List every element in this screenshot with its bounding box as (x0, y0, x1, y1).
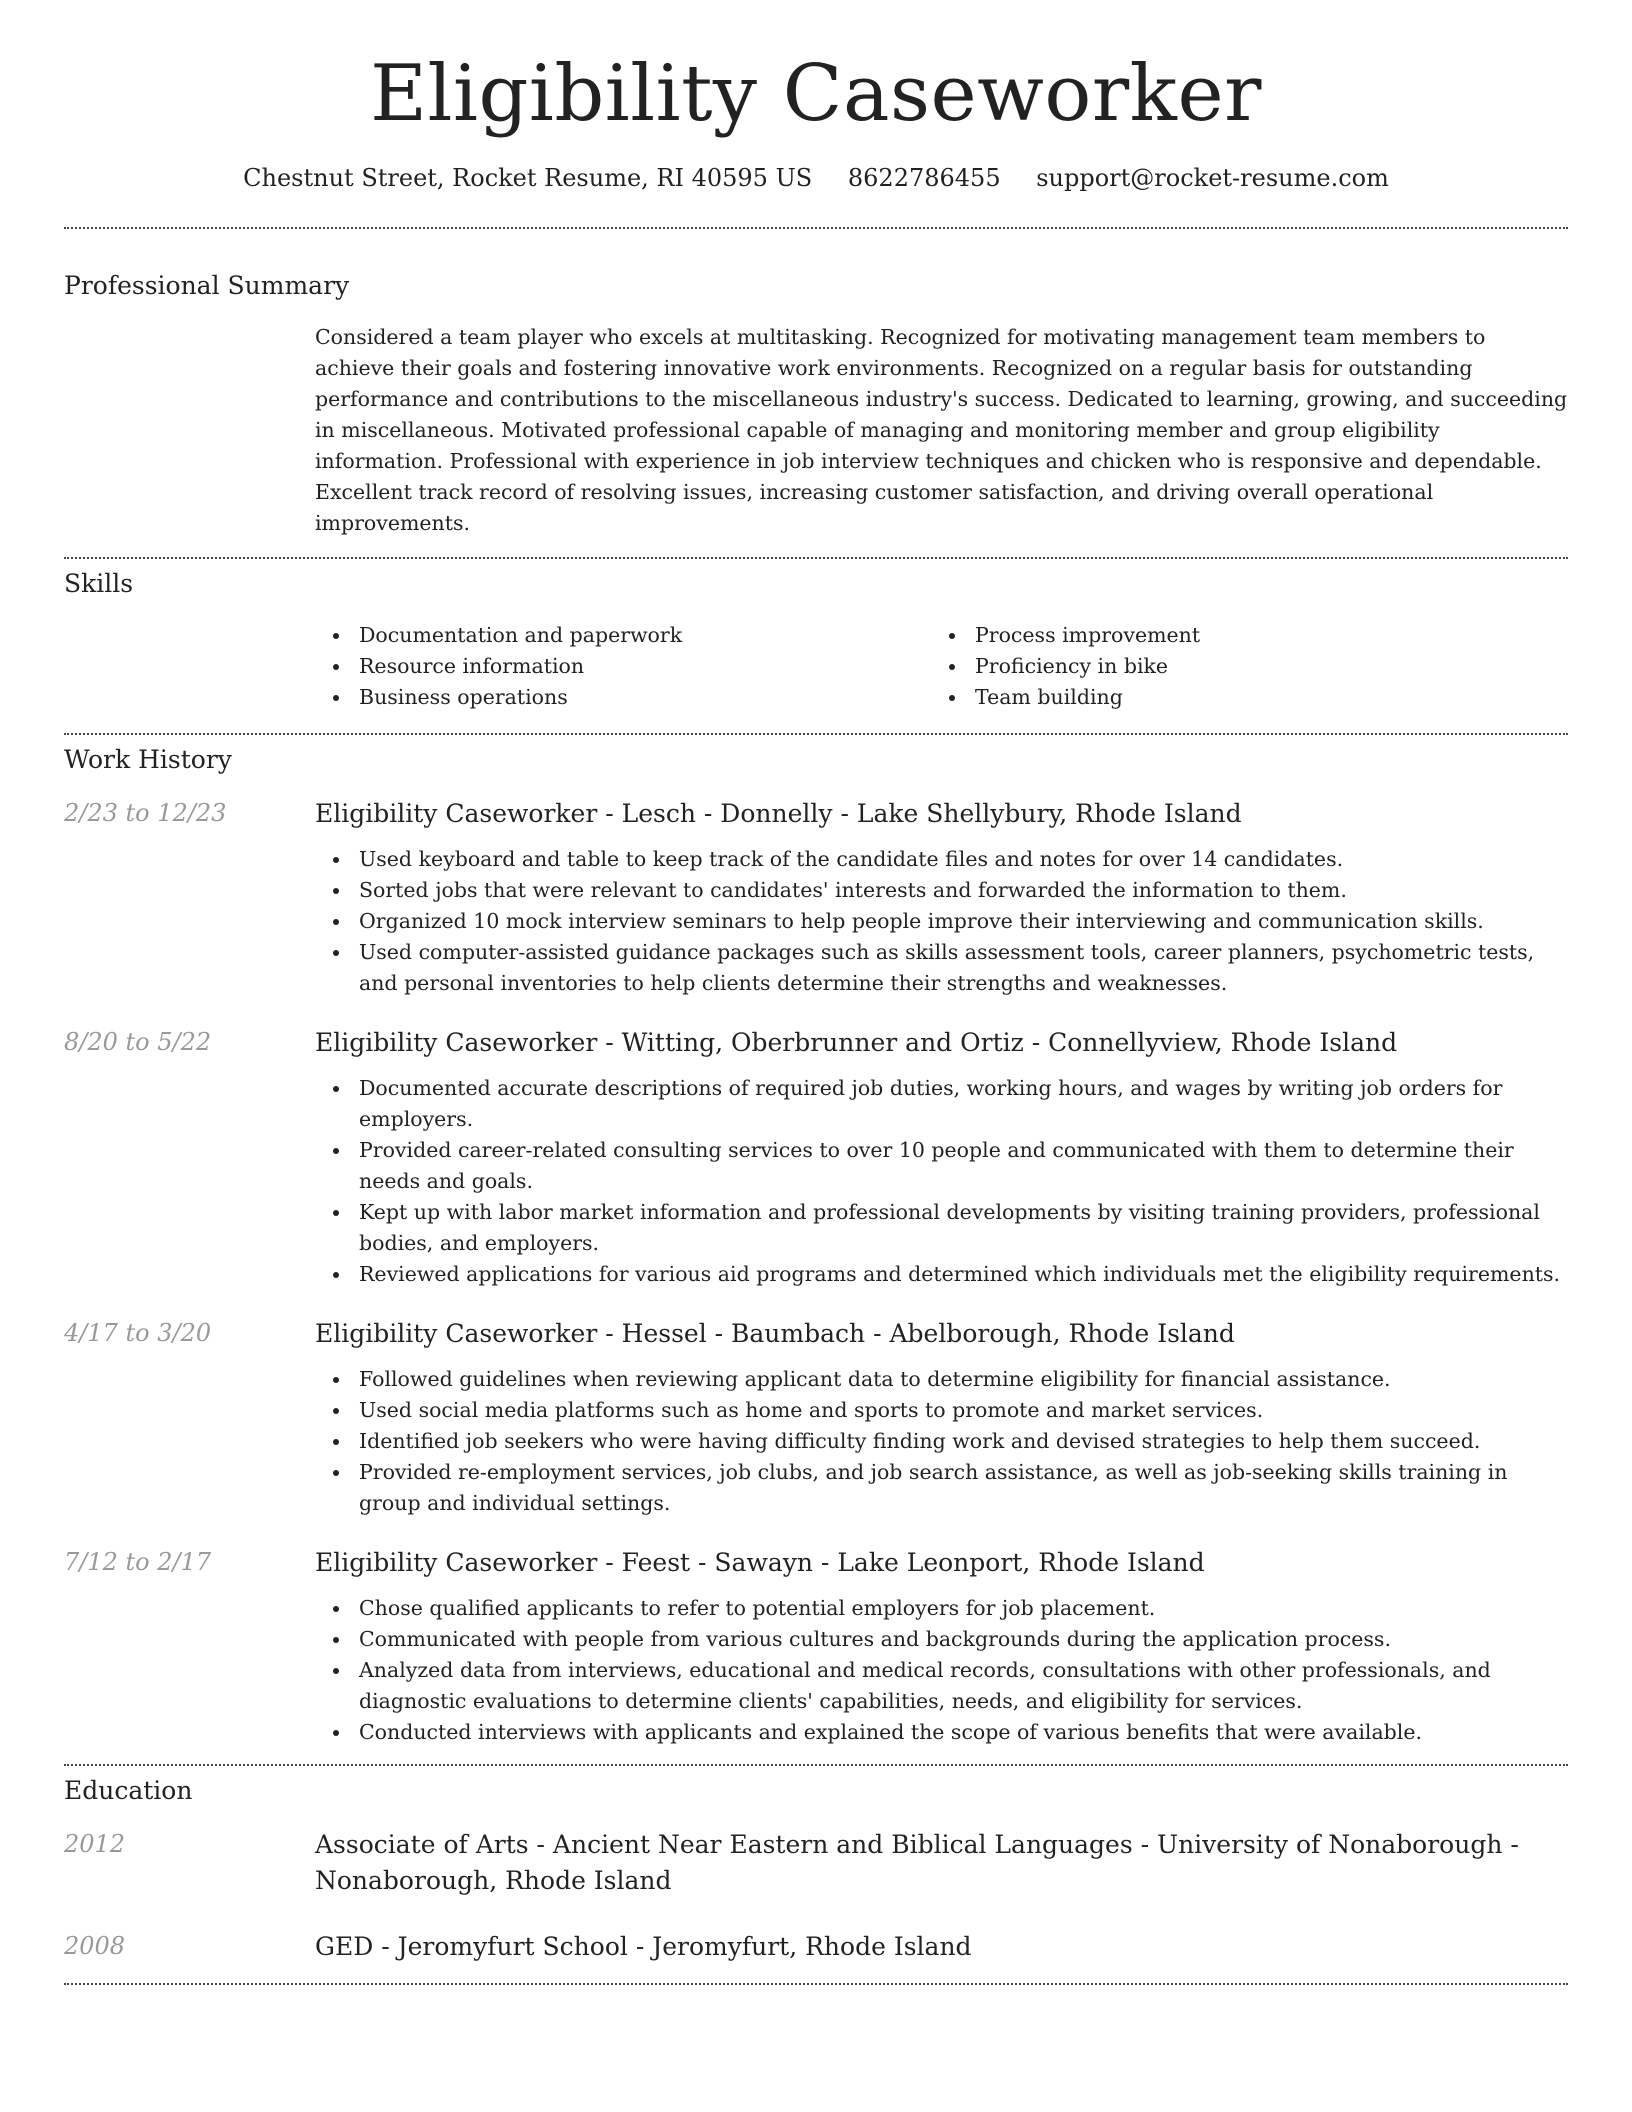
job-bullet: Chose qualified applicants to refer to potential employers for job placement. (315, 1593, 1568, 1624)
contact-line (64, 164, 1568, 192)
job-title: Eligibility Caseworker - Witting, Oberbrunner and Ortiz - Connellyview, Rhode Island (315, 1027, 1398, 1057)
job-bullet: Identified job seekers who were having difficulty finding work and devised strategies to help them succeed. (315, 1426, 1568, 1457)
skills-section (64, 559, 1568, 713)
job-title: Eligibility Caseworker - Lesch - Donnelly - Lake Shellybury, Rhode Island (315, 798, 1242, 828)
divider (64, 1983, 1568, 1985)
section-title-summary: Professional Summary (64, 270, 350, 300)
job-date: 7/12 to 2/17 (64, 1547, 212, 1576)
education-date: 2012 (64, 1829, 126, 1858)
job-bullets (315, 1364, 1568, 1519)
job-bullets (315, 844, 1568, 999)
work-section (64, 735, 1568, 1748)
job-bullets (315, 1073, 1568, 1290)
job-title: Eligibility Caseworker - Feest - Sawayn - Lake Leonport, Rhode Island (315, 1547, 1205, 1577)
job-bullet: Organized 10 mock interview seminars to help people improve their interviewing and communication skills. (315, 906, 1568, 937)
candidate-name: Eligibility Caseworker (370, 49, 1262, 139)
job-bullet: Kept up with labor market information and professional developments by visiting training providers, professional bodies, and employers. (315, 1197, 1568, 1259)
summary-text: Considered a team player who excels at multitasking. Recognized for motivating management team members to achieve their goals and fostering innovative work environments. Recognized on a regular basis for outstanding performance and contributions to the miscellaneous industry's success. Dedicated to learning, growing, and succeeding in miscellaneous. Motivated professional capable of managing and monitoring member and group eligibility information. Professional with experience in job interview techniques and chicken who is responsive and dependable. Excellent track record of resolving issues, increasing customer satisfaction, and driving overall operational improvements. (315, 324, 1568, 535)
job-bullet: Used keyboard and table to keep track of the candidate files and notes for over 14 candidates. (315, 844, 1568, 875)
summary-content (315, 322, 1568, 539)
job-entry (64, 1545, 1568, 1748)
section-title-education: Education (64, 1775, 193, 1805)
job-bullet: Used computer-assisted guidance packages such as skills assessment tools, career planners, psychometric tests, and personal inventories to help clients determine their strengths and weaknesses. (315, 937, 1568, 999)
contact-email: support@rocket-resume.com (1036, 163, 1389, 192)
job-bullet: Sorted jobs that were relevant to candidates' interests and forwarded the information to them. (315, 875, 1568, 906)
section-title-work: Work History (64, 744, 232, 774)
job-bullet: Analyzed data from interviews, educational and medical records, consultations with other professionals, and diagnostic evaluations to determine clients' capabilities, needs, and eligibility for services. (315, 1655, 1568, 1717)
education-text: GED - Jeromyfurt School - Jeromyfurt, Rhode Island (315, 1931, 972, 1961)
job-bullets (315, 1593, 1568, 1748)
job-bullet: Documented accurate descriptions of required job duties, working hours, and wages by writing job orders for employers. (315, 1073, 1568, 1135)
job-date: 8/20 to 5/22 (64, 1027, 212, 1056)
education-entry (64, 1929, 1568, 1965)
education-section (64, 1766, 1568, 1965)
job-title: Eligibility Caseworker - Hessel - Baumbach - Abelborough, Rhode Island (315, 1318, 1235, 1348)
skill-item: Business operations (315, 682, 931, 713)
skills-grid (315, 620, 1568, 713)
job-date: 4/17 to 3/20 (64, 1318, 212, 1347)
education-entry (64, 1827, 1568, 1899)
job-bullet: Provided re-employment services, job clubs, and job search assistance, as well as job-seeking skills training in group and individual settings. (315, 1457, 1568, 1519)
education-text: Associate of Arts - Ancient Near Eastern and Biblical Languages - University of Nonaborough - Nonaborough, Rhode Island (315, 1829, 1519, 1895)
skill-item: Documentation and paperwork (315, 620, 931, 651)
skills-list-left (315, 620, 931, 713)
education-date: 2008 (64, 1931, 126, 1960)
skills-list-right (931, 620, 1568, 713)
job-bullet: Conducted interviews with applicants and explained the scope of various benefits that were available. (315, 1717, 1568, 1748)
job-date: 2/23 to 12/23 (64, 798, 227, 827)
job-bullet: Used social media platforms such as home and sports to promote and market services. (315, 1395, 1568, 1426)
skill-item: Resource information (315, 651, 931, 682)
skill-item: Process improvement (931, 620, 1568, 651)
job-entry (64, 1316, 1568, 1519)
job-entry (64, 796, 1568, 999)
section-title-skills: Skills (64, 568, 134, 598)
contact-address: Chestnut Street, Rocket Resume, RI 40595 US (243, 163, 813, 192)
job-bullet: Communicated with people from various cultures and backgrounds during the application process. (315, 1624, 1568, 1655)
skill-item: Proficiency in bike (931, 651, 1568, 682)
resume-header (64, 0, 1568, 192)
skill-item: Team building (931, 682, 1568, 713)
job-entry (64, 1025, 1568, 1290)
contact-phone: 8622786455 (847, 163, 1001, 192)
job-bullet: Provided career-related consulting services to over 10 people and communicated with them to determine their needs and goals. (315, 1135, 1568, 1197)
summary-section (64, 229, 1568, 539)
job-bullet: Reviewed applications for various aid programs and determined which individuals met the eligibility requirements. (315, 1259, 1568, 1290)
job-bullet: Followed guidelines when reviewing applicant data to determine eligibility for financial assistance. (315, 1364, 1568, 1395)
